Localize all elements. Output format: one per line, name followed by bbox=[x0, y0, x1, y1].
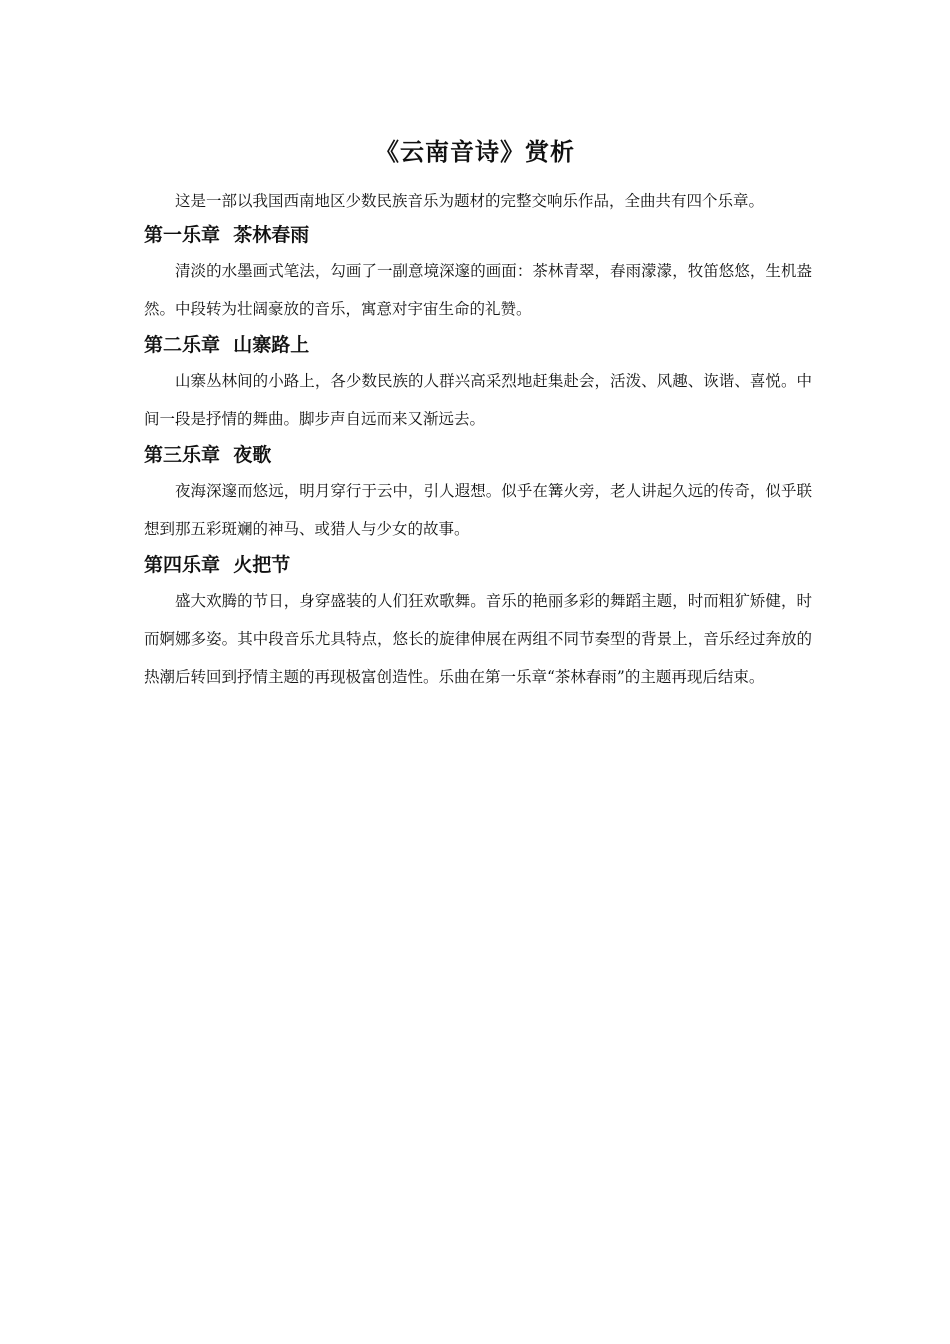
section-movement-2 bbox=[144, 328, 812, 438]
section-paragraph: 盛大欢腾的节日，身穿盛装的人们狂欢歌舞。音乐的艳丽多彩的舞蹈主题，时而粗犷矫健，时而婀娜多姿。其中段音乐尤具特点，悠长的旋律伸展在两组不同节奏型的背景上，音乐经过奔放的热潮后转回到抒情主题的再现极富创造性。乐曲在第一乐章“茶林春雨”的主题再现后结束。 bbox=[144, 592, 812, 686]
section-heading: 第三乐章 夜歌 bbox=[144, 444, 272, 466]
intro-paragraph: 这是一部以我国西南地区少数民族音乐为题材的完整交响乐作品，全曲共有四个乐章。 bbox=[175, 192, 765, 210]
section-paragraph: 山寨丛林间的小路上，各少数民族的人群兴高采烈地赶集赴会，活泼、风趣、诙谐、喜悦。中间一段是抒情的舞曲。脚步声自远而来又渐远去。 bbox=[144, 372, 812, 428]
section-paragraph: 清淡的水墨画式笔法，勾画了一副意境深邃的画面：茶林青翠，春雨濛濛，牧笛悠悠，生机盎然。中段转为壮阔豪放的音乐，寓意对宇宙生命的礼赞。 bbox=[144, 262, 812, 318]
document-body bbox=[144, 186, 812, 696]
section-heading: 第二乐章 山寨路上 bbox=[144, 334, 310, 356]
section-movement-3 bbox=[144, 438, 812, 548]
section-movement-1 bbox=[144, 218, 812, 328]
section-heading: 第四乐章 火把节 bbox=[144, 554, 291, 576]
section-movement-4 bbox=[144, 548, 812, 696]
document-title: 《云南音诗》赏析 bbox=[375, 138, 575, 166]
section-heading: 第一乐章 茶林春雨 bbox=[144, 224, 310, 246]
section-paragraph: 夜海深邃而悠远，明月穿行于云中，引人遐想。似乎在篝火旁，老人讲起久远的传奇，似乎联想到那五彩斑斓的神马、或猎人与少女的故事。 bbox=[144, 482, 812, 538]
